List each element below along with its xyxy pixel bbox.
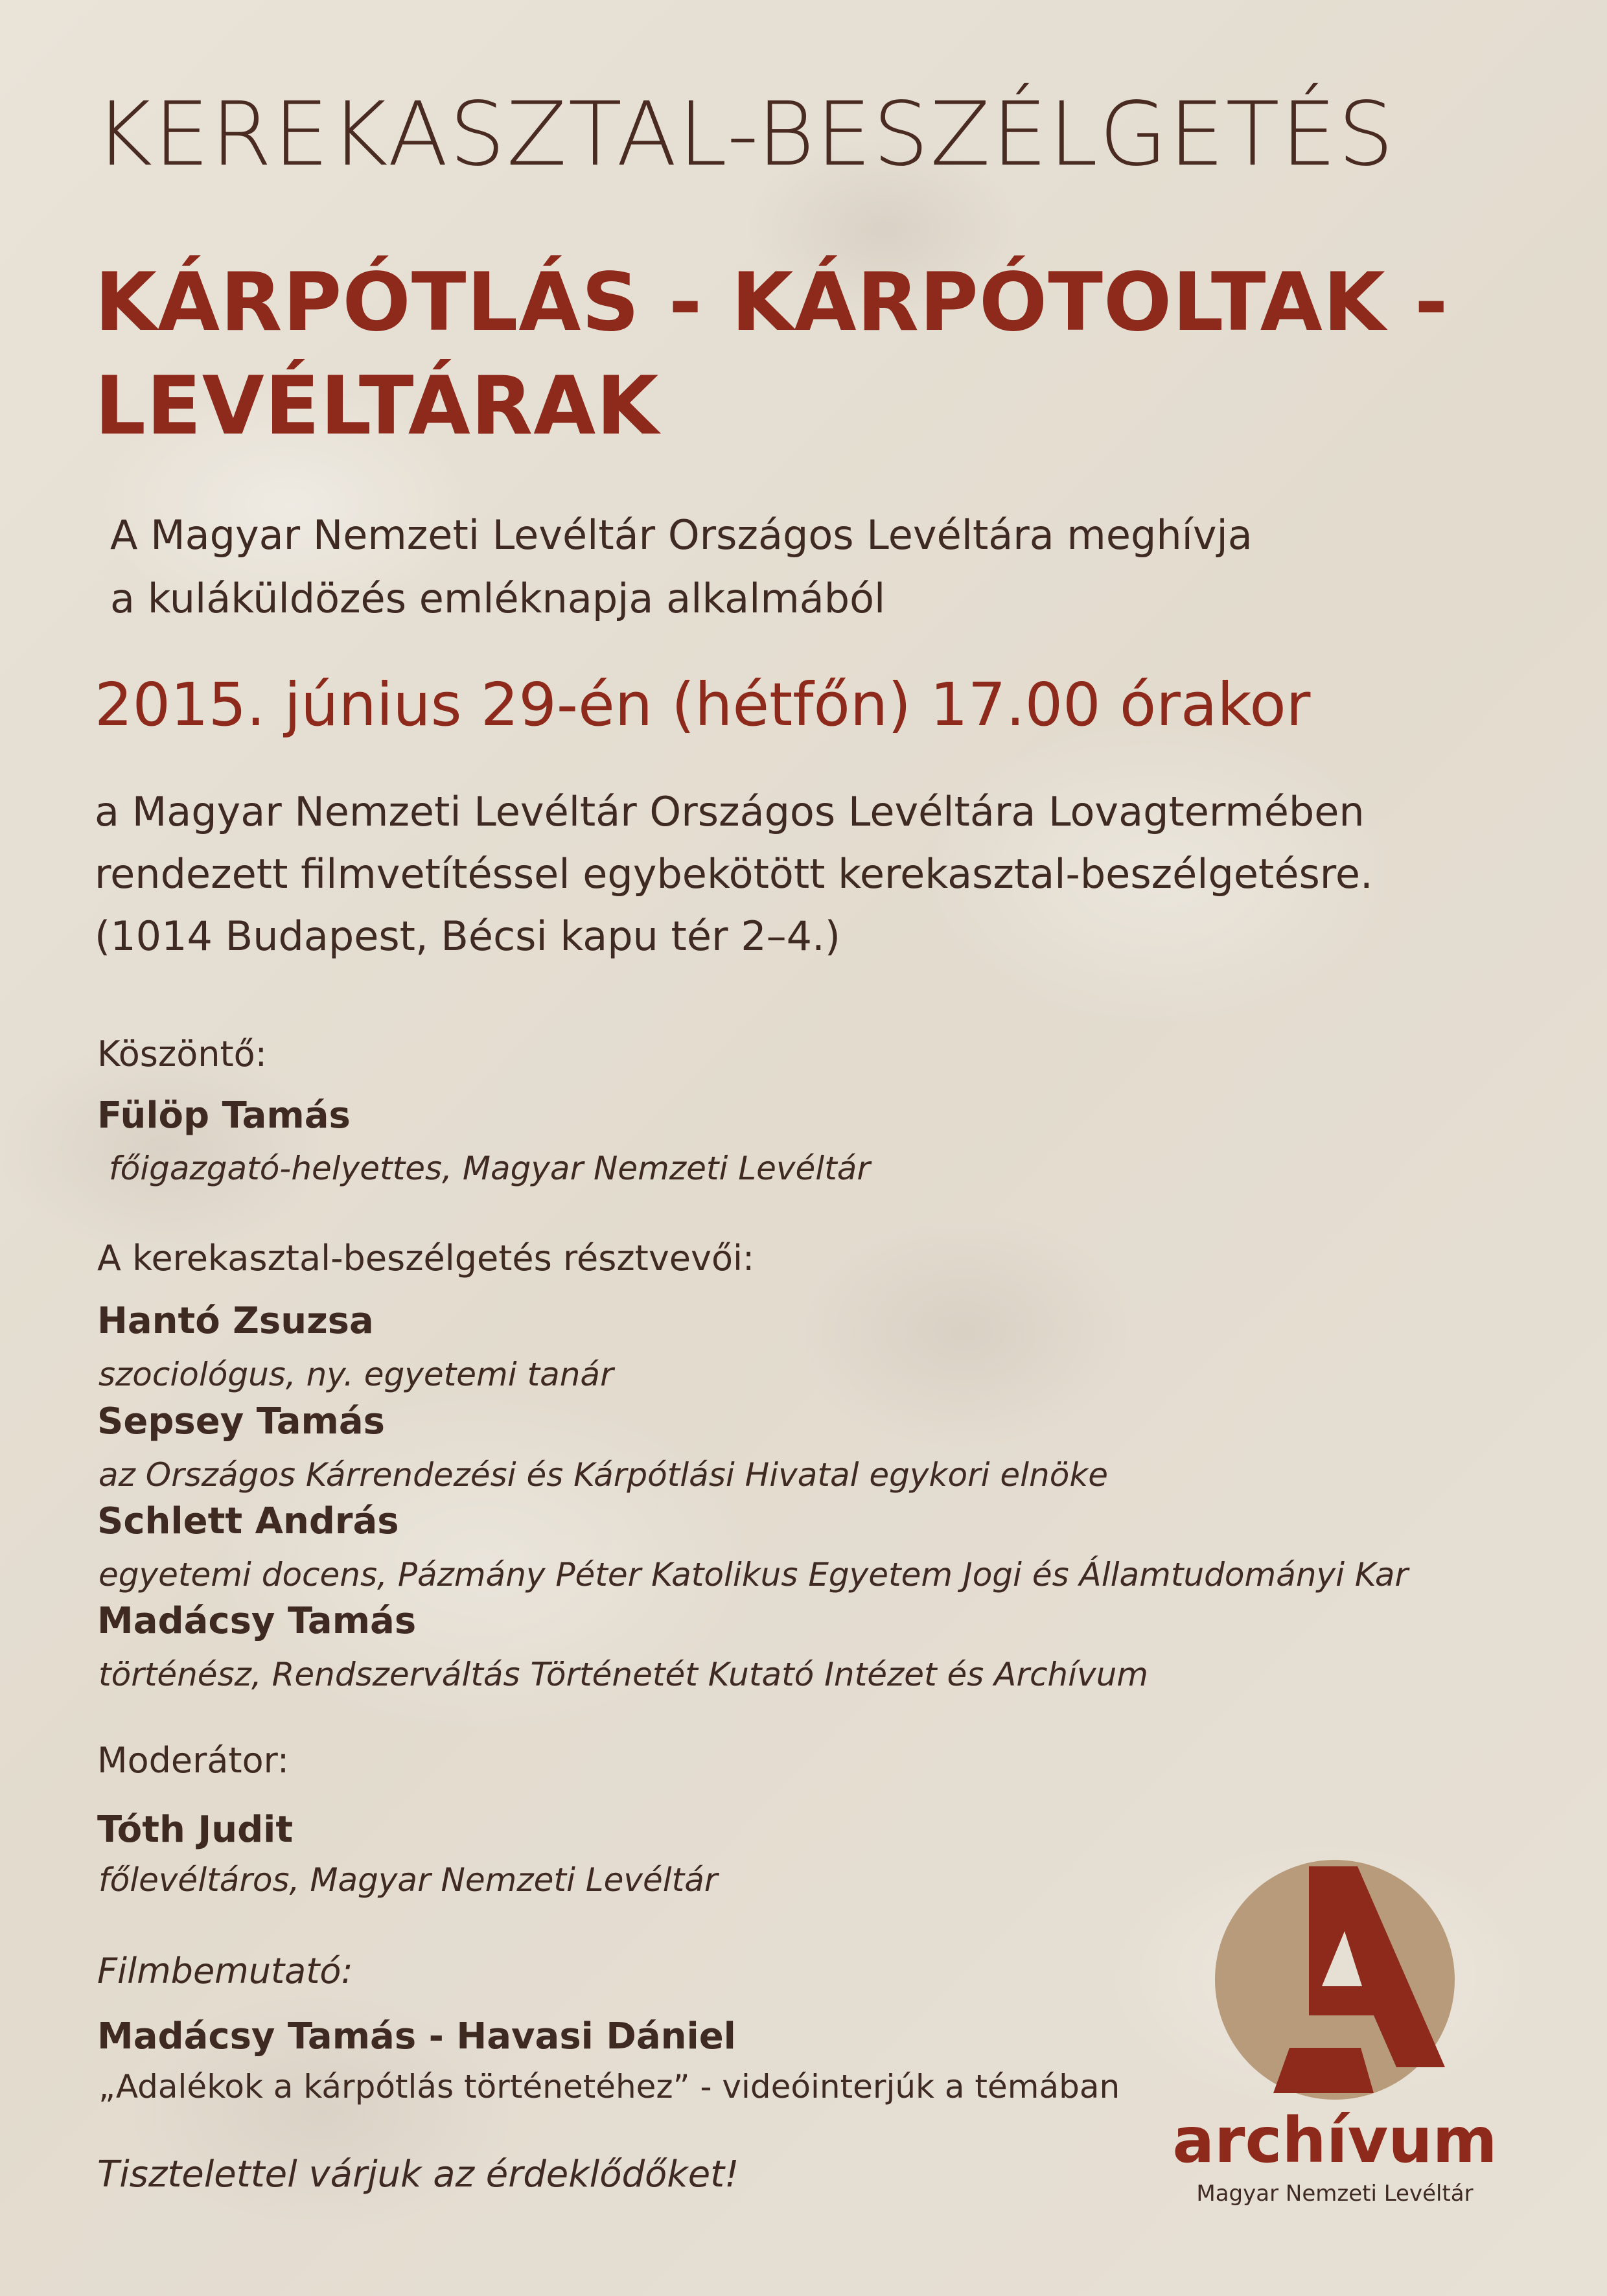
archivum-logo <box>1166 1853 1503 2255</box>
participants-label: A kerekasztal-beszélgetés résztvevői: <box>97 1238 755 1279</box>
venue-line-1: a Magyar Nemzeti Levéltár Országos Levéltára Lovagtermében <box>95 788 1365 835</box>
welcome-name: Fülöp Tamás <box>97 1095 351 1137</box>
title-line-2: LEVÉLTÁRAK <box>95 360 660 453</box>
participant-name: Madácsy Tamás <box>97 1600 417 1642</box>
participant-role: egyetemi docens, Pázmány Péter Katolikus Egyetem Jogi és Államtudományi Kar <box>98 1556 1409 1594</box>
participant-name: Schlett András <box>97 1500 399 1542</box>
film-description: „Adalékok a kárpótlás történetéhez” - videóinterjúk a témában <box>98 2068 1120 2105</box>
venue-address: (1014 Budapest, Bécsi kapu tér 2–4.) <box>95 912 840 960</box>
logo-name: archívum <box>1172 2104 1497 2177</box>
participant-name: Hantó Zsuzsa <box>97 1300 374 1342</box>
intro-line-2: a kuláküldözés emléknapja alkalmából <box>110 575 886 622</box>
welcome-label: Köszöntő: <box>97 1034 267 1074</box>
archivum-a-logo-icon <box>1212 1853 1458 2106</box>
title-line-1: KÁRPÓTLÁS - KÁRPÓTOLTAK - <box>95 256 1449 349</box>
event-date: 2015. június 29-én (hétfőn) 17.00 órakor <box>95 670 1311 739</box>
closing-line: Tisztelettel várjuk az érdeklődőket! <box>97 2153 739 2196</box>
participant-name: Sepsey Tamás <box>97 1400 385 1443</box>
welcome-role: főigazgató-helyettes, Magyar Nemzeti Levéltár <box>109 1150 870 1187</box>
film-authors: Madácsy Tamás - Havasi Dániel <box>97 2015 736 2058</box>
moderator-role: főlevéltáros, Magyar Nemzeti Levéltár <box>98 1861 718 1899</box>
intro-line-1: A Magyar Nemzeti Levéltár Országos Levéltára meghívja <box>110 511 1253 559</box>
moderator-label: Moderátor: <box>97 1740 290 1781</box>
participant-role: történész, Rendszerváltás Történetét Kutató Intézet és Archívum <box>98 1656 1148 1693</box>
participant-role: az Országos Kárrendezési és Kárpótlási Hivatal egykori elnöke <box>98 1456 1109 1494</box>
participant-role: szociológus, ny. egyetemi tanár <box>98 1356 614 1393</box>
moderator-name: Tóth Judit <box>97 1809 294 1851</box>
poster-header: KEREKASZTAL-BESZÉLGETÉS <box>95 84 1395 186</box>
logo-subtitle: Magyar Nemzeti Levéltár <box>1196 2181 1474 2207</box>
film-label: Filmbemutató: <box>97 1951 353 1991</box>
venue-line-2: rendezett filmvetítéssel egybekötött kerekasztal-beszélgetésre. <box>95 850 1373 898</box>
